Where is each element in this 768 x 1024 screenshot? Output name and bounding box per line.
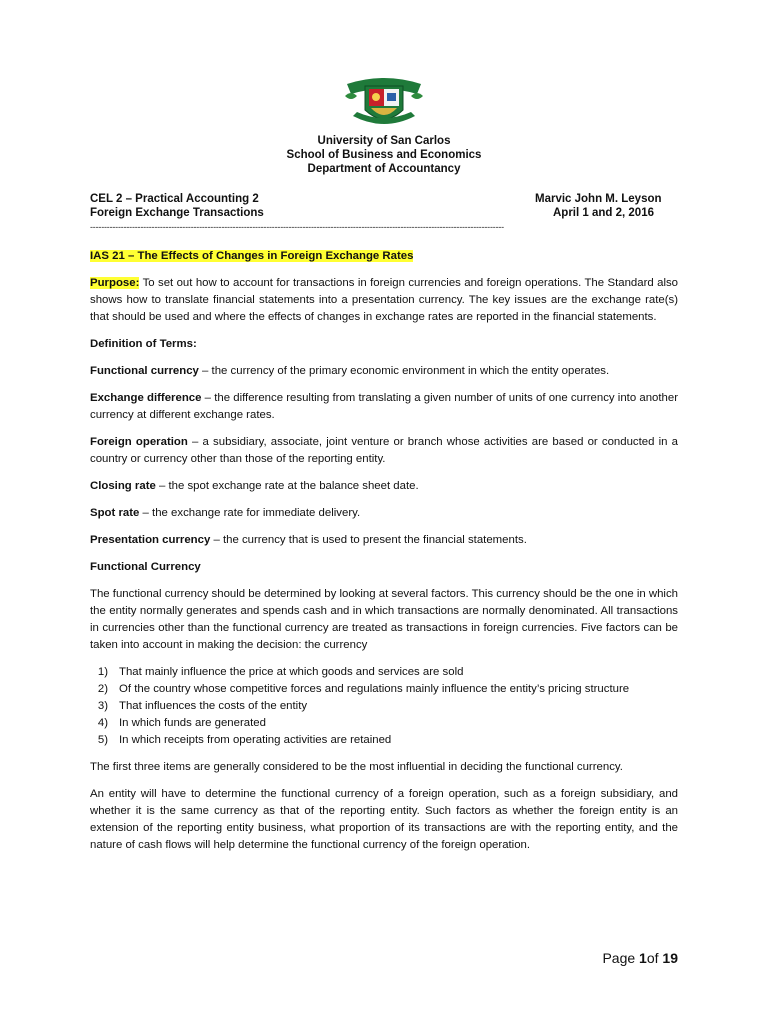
list-text: In which funds are generated xyxy=(119,717,266,729)
list-item xyxy=(90,715,678,732)
list-item xyxy=(90,664,678,681)
definition-exchange-difference xyxy=(90,390,678,424)
foreign-operation-paragraph: An entity will have to determine the functional currency of a foreign operation, such as a foreign subsidiary, and whether it is the same currency as that of the reporting entity. Such factors as whether the foreign entity is an extension of the reporting entity business, what proportion of its transactions are with the reporting entity, and the nature of cash flows will help determine the functional currency of the foreign operation. xyxy=(90,788,678,851)
definition-term: Foreign operation xyxy=(90,436,188,448)
list-number: 4) xyxy=(97,717,108,729)
definition-spot-rate xyxy=(90,505,678,522)
university-seal-logo xyxy=(343,66,425,132)
author-name: Marvic John M. Leyson xyxy=(535,193,662,205)
definition-closing-rate xyxy=(90,478,678,495)
list-number: 1) xyxy=(97,666,108,678)
course-name: CEL 2 – Practical Accounting 2 xyxy=(90,193,259,205)
page-total: 19 xyxy=(662,950,678,966)
document-title: IAS 21 – The Effects of Changes in Foreign Exchange Rates xyxy=(90,250,414,262)
definition-text: – the exchange rate for immediate delivery. xyxy=(139,507,361,519)
definition-text: – the currency of the primary economic environment in which the entity operates. xyxy=(198,365,610,377)
definition-term: Functional currency xyxy=(90,365,199,377)
definitions-heading: Definition of Terms: xyxy=(90,338,197,350)
department-name: Department of Accountancy xyxy=(307,163,461,175)
functional-currency-intro: The functional currency should be determined by looking at several factors. This currency should be the one in which the entity normally generates and spends cash and in which transactions are normally denominated. All transactions in currencies other than the functional currency are treated as transactions in foreign currencies. Five factors can be taken into account in making the decision: the currency xyxy=(90,588,678,651)
list-item xyxy=(90,732,678,749)
list-text: In which receipts from operating activities are retained xyxy=(119,734,392,746)
list-item xyxy=(90,698,678,715)
list-text: That mainly influence the price at which goods and services are sold xyxy=(119,666,464,678)
list-item xyxy=(90,681,678,698)
definition-term: Spot rate xyxy=(90,507,140,519)
lecture-date: April 1 and 2, 2016 xyxy=(553,207,654,219)
topic-name: Foreign Exchange Transactions xyxy=(90,207,264,219)
purpose-paragraph xyxy=(90,275,678,326)
definition-term: Exchange difference xyxy=(90,392,202,404)
list-number: 3) xyxy=(97,700,108,712)
page-number xyxy=(602,950,678,966)
definition-functional-currency xyxy=(90,363,678,380)
document-body xyxy=(90,248,678,864)
first-three-paragraph: The first three items are generally considered to be the most influential in deciding the functional currency. xyxy=(90,761,623,773)
purpose-label: Purpose: xyxy=(90,277,140,289)
definition-text: – the spot exchange rate at the balance sheet date. xyxy=(155,480,419,492)
functional-currency-heading: Functional Currency xyxy=(90,561,201,573)
page-label: Page xyxy=(602,950,640,966)
purpose-text: To set out how to account for transactions in foreign currencies and foreign operations. The Standard also shows how to translate financial statements into a presentation currency. The key issues are the exchange rate(s) that should be used and where the effects of changes in exchange rates are reported in the financial statements. xyxy=(90,277,678,323)
list-text: That influences the costs of the entity xyxy=(119,700,308,712)
factors-list xyxy=(90,664,678,749)
definition-foreign-operation xyxy=(90,434,678,468)
header-separator: ---------------------------------------------------------------------------------------------------------------------------------------------------- xyxy=(90,222,504,232)
definition-term: Presentation currency xyxy=(90,534,211,546)
list-text: Of the country whose competitive forces and regulations mainly influence the entity’s pricing structure xyxy=(119,683,630,695)
definition-text: – a subsidiary, associate, joint venture or branch whose activities are based or conducted in a country or currency other than those of the reporting entity. xyxy=(90,436,679,465)
page-current: 1 xyxy=(639,950,647,966)
school-name: School of Business and Economics xyxy=(286,149,482,161)
definition-presentation-currency xyxy=(90,532,678,549)
page-of: of xyxy=(646,950,663,966)
definition-text: – the difference resulting from translating a given number of units of one currency into another currency at different exchange rates. xyxy=(90,392,678,421)
list-number: 5) xyxy=(97,734,108,746)
list-number: 2) xyxy=(97,683,108,695)
definition-text: – the currency that is used to present the financial statements. xyxy=(210,534,527,546)
definition-term: Closing rate xyxy=(90,480,156,492)
university-name: University of San Carlos xyxy=(317,135,451,147)
